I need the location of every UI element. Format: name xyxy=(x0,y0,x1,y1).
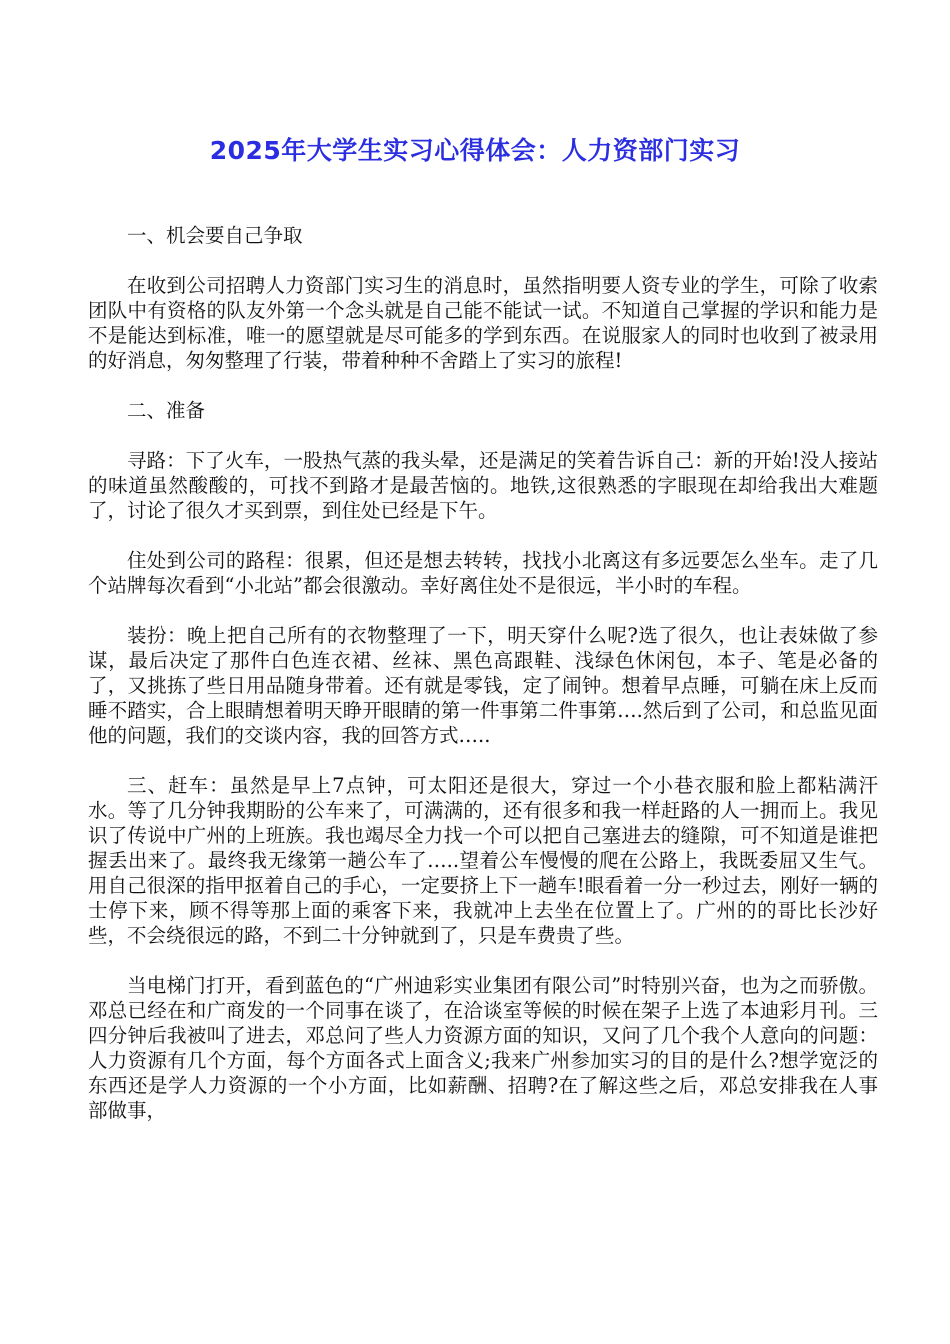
paragraph-route: 住处到公司的路程：很累，但还是想去转转，找找小北离这有多远要怎么坐车。走了几个站牌每次看到“小北站”都会很激动。幸好离住处不是很远，半小时的车程。 xyxy=(88,549,878,597)
document-body xyxy=(88,223,878,1148)
section-heading-opportunity: 一、机会要自己争取 xyxy=(127,224,303,247)
paragraph-interview: 当电梯门打开，看到蓝色的“广州迪彩实业集团有限公司”时特别兴奋，也为之而骄傲。邓总已经在和广商发的一个同事在谈了，在洽谈室等候的时候在架子上选了本迪彩月刊。三四分钟后我被叫了进去，邓总问了些人力资源方面的知识，又问了几个我个人意向的问题：人力资源有几个方面，每个方面各式上面含义;我来广州参加实习的目的是什么?想学宽泛的东西还是学人力资源的一个小方面，比如薪酬、招聘?在了解这些之后，邓总安排我在人事部做事， xyxy=(88,974,878,1122)
paragraph-outfit: 装扮：晚上把自己所有的衣物整理了一下，明天穿什么呢?选了很久，也让表妹做了参谋，最后决定了那件白色连衣裙、丝袜、黑色高跟鞋、浅绿色休闲包，本子、笔是必备的了，又挑拣了些日用品随身带着。还有就是零钱，定了闹钟。想着早点睡，可躺在床上反而睡不踏实，合上眼睛想着明天睁开眼睛的第一件事第二件事第….然后到了公司，和总监见面他的问题，我们的交谈内容，我的回答方式….. xyxy=(88,624,878,747)
paragraph-commute: 三、赶车：虽然是早上7点钟，可太阳还是很大，穿过一个小巷衣服和脸上都粘满汗水。等了几分钟我期盼的公车来了，可满满的，还有很多和我一样赶路的人一拥而上。我见识了传说中广州的上班族。我也竭尽全力找一个可以把自己塞进去的缝隙，可不知道是谁把握丢出来了。最终我无缘第一趟公车了…..望着公车慢慢的爬在公路上，我既委屈又生气。用自己很深的指甲抠着自己的手心，一定要挤上下一趟车!眼看着一分一秒过去，刚好一辆的士停下来，顾不得等那上面的乘客下来，我就冲上去坐在位置上了。广州的的哥比长沙好些，不会绕很远的路，不到二十分钟就到了，只是车费贵了些。 xyxy=(88,774,878,947)
paragraph-opportunity: 在收到公司招聘人力资部门实习生的消息时，虽然指明要人资专业的学生，可除了收索团队中有资格的队友外第一个念头就是自己能不能试一试。不知道自己掌握的学识和能力是不是能达到标准，唯一的愿望就是尽可能多的学到东西。在说服家人的同时也收到了被录用的好消息，匆匆整理了行装，带着种种不舍踏上了实习的旅程! xyxy=(88,274,878,372)
paragraph-finding-way: 寻路：下了火车，一股热气蒸的我头晕，还是满足的笑着告诉自己：新的开始!没人接站的味道虽然酸酸的，可找不到路才是最苦恼的。地铁,这很熟悉的字眼现在却给我出大难题了，讨论了很久才买到票，到住处已经是下午。 xyxy=(88,449,878,522)
document-title: 2025年大学生实习心得体会：人力资部门实习 xyxy=(209,136,741,165)
section-heading-preparation: 二、准备 xyxy=(127,399,206,422)
